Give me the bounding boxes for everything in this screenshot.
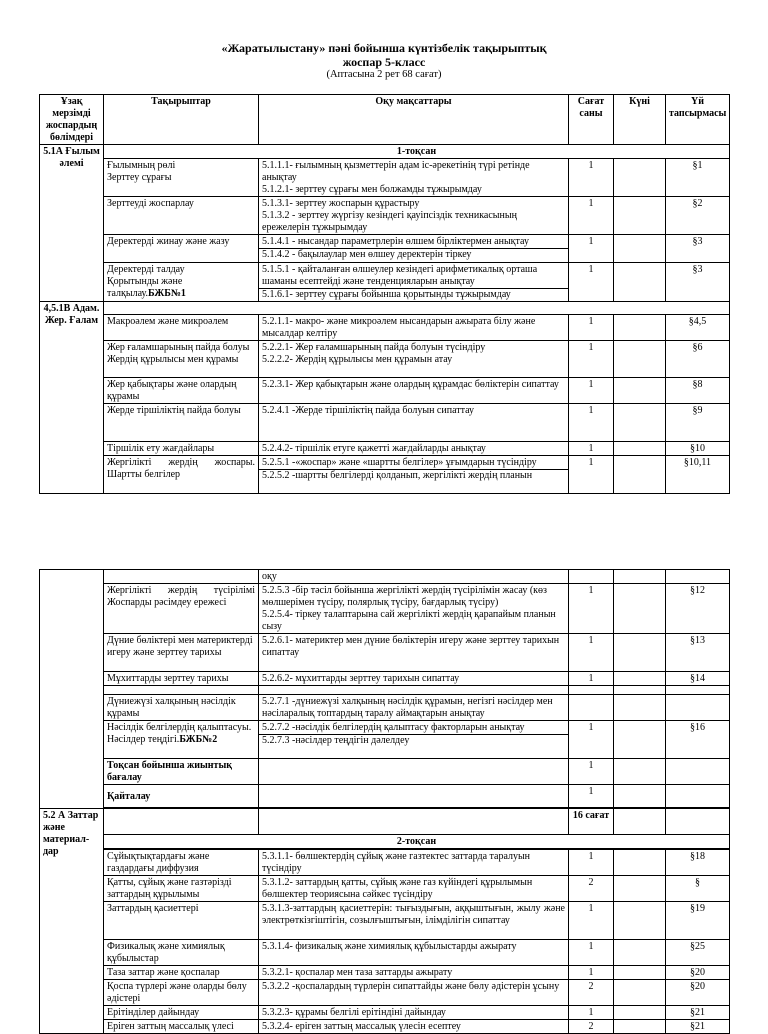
date-cell[interactable] <box>614 263 666 302</box>
header-row <box>40 95 730 145</box>
objective-text: 5.2.5.4- тіркеу талаптарына сай жергілікті жердің қарапайым планын сызу <box>262 609 556 632</box>
homework-cell: §2 <box>666 197 730 235</box>
objective-cell: 5.2.4.2- тіршілік етуге қажетті жағдайларды анықтау <box>259 442 569 456</box>
topic-cell: Макроәлем және микроәлем <box>104 315 259 341</box>
quarter-2-heading: 2-тоқсан <box>104 835 730 850</box>
doc-title-line1: «Жаратылыстану» пәні бойынша күнтізбелік тақырыптық <box>221 41 547 55</box>
date-cell[interactable] <box>614 1006 666 1020</box>
date-cell[interactable] <box>614 634 666 672</box>
homework-cell: §25 <box>666 940 730 966</box>
objective-cell: 5.2.4.1 -Жерде тіршіліктің пайда болуын сипаттау <box>259 404 569 442</box>
table-row <box>40 263 730 302</box>
topic-cell: Сұйықтықтардағы және газдардағы диффузия <box>104 849 259 876</box>
date-cell[interactable] <box>614 785 666 808</box>
objective-text: 5.1.2.1- зерттеу сұрағы мен болжамды тұжырымдау <box>262 184 482 195</box>
hours-cell <box>569 570 614 584</box>
objective-cell: 5.3.1.4- физикалық және химиялық құбылыстарды ажырату <box>259 940 569 966</box>
table-row <box>40 570 730 584</box>
hours-cell: 1 <box>569 315 614 341</box>
homework-cell: §19 <box>666 902 730 940</box>
objective-text: 5.2.7.3 -нәсілдер теңдігін дәлелдеу <box>259 734 568 747</box>
objective-text: 5.2.5.3 -бір тәсіл бойынша жергілікті жердің түсірілімін жасау (көз мөлшерімен түсіру, полярлық түсіру, бағдарлық түсіру) <box>262 585 547 608</box>
objective-cell <box>259 159 569 197</box>
topic-text: Деректерді талдау Қорытынды және талқылау. <box>107 264 185 299</box>
table-row <box>40 721 730 759</box>
date-cell[interactable] <box>614 235 666 263</box>
homework-cell: § <box>666 876 730 902</box>
table-row <box>40 940 730 966</box>
homework-cell <box>666 695 730 721</box>
table-row <box>40 404 730 442</box>
homework-cell: §10,11 <box>666 456 730 494</box>
header-objectives: Оқу мақсаттары <box>259 95 569 145</box>
table-row <box>40 442 730 456</box>
table-row <box>40 902 730 940</box>
topic-cell: Дүниежүзі халқының нәсілдік құрамы <box>104 695 259 721</box>
hours-cell: 1 <box>569 404 614 442</box>
topic-cell <box>104 263 259 302</box>
hours-cell: 1 <box>569 966 614 980</box>
table-row <box>40 235 730 263</box>
table-row <box>40 634 730 672</box>
homework-cell: §3 <box>666 263 730 302</box>
topic-cell: Таза заттар және қоспалар <box>104 966 259 980</box>
topic-cell: Қоспа түрлері және оларды бөлу әдістері <box>104 980 259 1006</box>
homework-cell: §4,5 <box>666 315 730 341</box>
homework-cell: §18 <box>666 849 730 876</box>
homework-cell: §20 <box>666 966 730 980</box>
hours-cell: 1 <box>569 442 614 456</box>
homework-cell: §20 <box>666 980 730 1006</box>
objective-cell: 5.3.2.2 -қоспалардың түрлерін сипаттайды және бөлу әдістерін ұсыну <box>259 980 569 1006</box>
objective-cell <box>259 584 569 634</box>
plan-table-page1 <box>39 94 730 494</box>
topic-cell: Еріген заттың массалық үлесі <box>104 1020 259 1034</box>
date-cell[interactable] <box>614 378 666 404</box>
objective-text: 5.2.5.2 -шартты белгілерді қолданып, жергілікті жердің планын <box>259 469 568 482</box>
homework-cell: §21 <box>666 1020 730 1034</box>
date-cell[interactable] <box>614 902 666 940</box>
date-cell[interactable] <box>614 456 666 494</box>
topic-text: Нәсілдік белгілердің қалыптасуы. Нәсілдер теңдігі. <box>107 722 252 745</box>
hours-cell: 2 <box>569 876 614 902</box>
topic-cell: Жергілікті жердің түсірілімі Жоспарды рәсімдеу ережесі <box>104 584 259 634</box>
header-homework: Үй тапсырмасы <box>666 95 730 145</box>
homework-cell: §14 <box>666 672 730 686</box>
objective-text: 5.2.2.1- Жер ғаламшарының пайда болуын түсіндіру <box>262 342 486 353</box>
topic-cell: Зерттеуді жоспарлау <box>104 197 259 235</box>
topic-cell: Физикалық және химиялық құбылыстар <box>104 940 259 966</box>
topic-cell: Деректерді жинау және жазу <box>104 235 259 263</box>
objective-cell: 5.2.7.1 -дүниежүзі халқының нәсілдік құрамын, негізгі нәсілдер мен нәсіларалық топтардың таралу аймақтарын анықтау <box>259 695 569 721</box>
objective-cell <box>259 197 569 235</box>
hours-cell: 1 <box>569 584 614 634</box>
homework-cell: §13 <box>666 634 730 672</box>
hours-cell: 2 <box>569 980 614 1006</box>
hours-cell: 1 <box>569 378 614 404</box>
date-cell[interactable] <box>614 584 666 634</box>
hours-cell: 2 <box>569 1020 614 1034</box>
quarter-1-heading: 1-тоқсан <box>104 145 730 159</box>
objective-text: 5.1.4.2 - бақылаулар мен өлшеу деректерін тіркеу <box>259 248 568 261</box>
topic-cell: Заттардың қасиеттері <box>104 902 259 940</box>
date-cell[interactable] <box>614 159 666 197</box>
objective-cell: 5.3.2.4- еріген заттың массалық үлесін есептеу <box>259 1020 569 1034</box>
topic-cell: Жер ғаламшарының пайда болуы Жердің құрылысы мен құрамы <box>104 341 259 378</box>
table-row <box>40 876 730 902</box>
hours-cell: 1 <box>569 263 614 302</box>
date-cell[interactable] <box>614 940 666 966</box>
objective-cell: оқу <box>259 570 569 584</box>
objective-cell <box>259 263 569 302</box>
table-row <box>40 849 730 876</box>
objective-cell: 5.2.6.1- материктер мен дүние бөліктерін игеру және зерттеу тарихын сипаттау <box>259 634 569 672</box>
hours-cell: 1 <box>569 341 614 378</box>
homework-cell: §3 <box>666 235 730 263</box>
table-row <box>40 378 730 404</box>
assessment-label: БЖБ№1 <box>148 288 186 299</box>
homework-cell: §8 <box>666 378 730 404</box>
homework-cell <box>666 570 730 584</box>
table-row <box>40 785 730 808</box>
objective-cell <box>259 785 569 808</box>
plan-table-page2 <box>39 569 730 1034</box>
homework-cell <box>666 809 730 835</box>
hours-cell: 1 <box>569 456 614 494</box>
doc-title-line2: жоспар 5-класс <box>342 55 426 69</box>
objective-text: 5.1.1.1- ғылымның қызметтерін адам іс-әрекетінің түрі ретінде анықтау <box>262 160 530 183</box>
topic-cell: Ғылымның рөлі Зерттеу сұрағы <box>104 159 259 197</box>
homework-cell: §1 <box>666 159 730 197</box>
homework-cell <box>666 785 730 808</box>
objective-cell: 5.3.1.3-заттардың қасиеттерін: тығыздығын, аққыштығын, жылу және электрөткізгіштігін, созылғыштығын, ілімділігін сипаттау <box>259 902 569 940</box>
objective-cell <box>259 456 569 494</box>
objective-text: 5.2.5.1 -«жоспар» және «шартты белгілер» ұғымдарын түсіндіру <box>262 457 537 468</box>
date-cell[interactable] <box>614 721 666 759</box>
hours-cell <box>569 695 614 721</box>
doc-subtitle: (Аптасына 2 рет 68 сағат) <box>326 69 442 80</box>
hours-cell: 1 <box>569 159 614 197</box>
hours-cell: 1 <box>569 197 614 235</box>
hours-cell: 1 <box>569 1006 614 1020</box>
objective-text: 5.1.6.1- зерттеу сұрағы бойынша қорытынды тұжырымдау <box>259 288 568 301</box>
homework-cell: §16 <box>666 721 730 759</box>
table-row <box>40 197 730 235</box>
objective-text: 5.1.3.2 - зерттеу жүргізу кезіндегі қауіпсіздік техникасының ережелерін тұжырымдау <box>262 210 517 233</box>
objective-cell: 5.2.6.2- мұхиттарды зерттеу тарихын сипаттау <box>259 672 569 686</box>
hours-cell: 1 <box>569 759 614 785</box>
date-cell[interactable] <box>614 1020 666 1034</box>
assessment-label: БЖБ№2 <box>179 734 218 745</box>
homework-cell: §12 <box>666 584 730 634</box>
date-cell[interactable] <box>614 404 666 442</box>
hours-cell: 1 <box>569 849 614 876</box>
table-row <box>40 695 730 721</box>
date-cell[interactable] <box>614 849 666 876</box>
objective-cell <box>259 809 569 835</box>
homework-cell <box>666 759 730 785</box>
review-label: Қайталау <box>104 785 259 808</box>
hours-cell: 1 <box>569 672 614 686</box>
objective-cell: 5.2.3.1- Жер қабықтарын және олардың құрамдас бөліктерін сипаттау <box>259 378 569 404</box>
date-cell[interactable] <box>614 341 666 378</box>
table-row <box>40 672 730 686</box>
topic-cell: Мұхиттарды зерттеу тарихы <box>104 672 259 686</box>
table-row <box>40 584 730 634</box>
table-row <box>40 315 730 341</box>
unit-cell-c: 5.2 А Заттар және материал-дар <box>40 809 104 1034</box>
unit-cell-b: 4,5.1В Адам. Жер. Ғалам <box>40 302 104 494</box>
hours-cell: 1 <box>569 634 614 672</box>
summary-hours-cell: 16 сағат <box>569 809 614 835</box>
objective-text: 5.1.4.1 - нысандар параметрлерін өлшем бірліктермен анықтау <box>262 236 529 247</box>
date-cell[interactable] <box>614 966 666 980</box>
hours-cell: 1 <box>569 902 614 940</box>
objective-cell <box>259 341 569 378</box>
hours-cell: 1 <box>569 940 614 966</box>
homework-cell: §10 <box>666 442 730 456</box>
homework-cell: §9 <box>666 404 730 442</box>
table-row <box>40 1020 730 1034</box>
header-hours: Сағат саны <box>569 95 614 145</box>
header-unit: Ұзақ мерзімді жоспардың бөлімдері <box>40 95 104 145</box>
date-cell[interactable] <box>614 980 666 1006</box>
topic-cell: Тіршілік ету жағдайлары <box>104 442 259 456</box>
topic-cell <box>104 721 259 759</box>
topic-cell: Жерде тіршіліктің пайда болуы <box>104 404 259 442</box>
objective-cell <box>259 721 569 759</box>
date-cell[interactable] <box>614 570 666 584</box>
topic-cell <box>104 570 259 584</box>
objective-text: 5.2.2.2- Жердің құрылысы мен құрамын атау <box>262 354 453 365</box>
unit-cell-continued <box>40 570 104 809</box>
objective-cell <box>259 235 569 263</box>
date-cell[interactable] <box>614 442 666 456</box>
topic-cell: Жер қабықтары және олардың құрамы <box>104 378 259 404</box>
topic-cell: Ерітінділер дайындау <box>104 1006 259 1020</box>
table-row <box>40 1006 730 1020</box>
objective-cell: 5.3.2.1- қоспалар мен таза заттарды ажырату <box>259 966 569 980</box>
date-cell[interactable] <box>614 695 666 721</box>
table-row <box>40 759 730 785</box>
hours-cell: 1 <box>569 785 614 808</box>
topic-cell: Дүние бөліктері мен материктерді игеру және зерттеу тарихы <box>104 634 259 672</box>
homework-cell: §21 <box>666 1006 730 1020</box>
date-cell[interactable] <box>614 759 666 785</box>
hours-cell: 1 <box>569 721 614 759</box>
objective-cell: 5.2.1.1- макро- және микроәлем нысандарын ажырата білу және мысалдар келтіру <box>259 315 569 341</box>
objective-text: 5.2.7.2 -нәсілдік белгілердің қалыптасу факторларын анықтау <box>262 722 525 733</box>
header-topics: Тақырыптар <box>104 95 259 145</box>
objective-cell: 5.3.1.2- заттардың қатты, сұйық және газ күйіндегі құрылымын бөлшектер теориясына сәйкес түсіндіру <box>259 876 569 902</box>
hours-cell: 1 <box>569 235 614 263</box>
homework-cell: §6 <box>666 341 730 378</box>
table-row <box>40 456 730 494</box>
date-cell[interactable] <box>614 672 666 686</box>
topic-cell <box>104 809 259 835</box>
objective-cell: 5.3.1.1- бөлшектердің сұйық және газтектес заттарда таралуын түсіндіру <box>259 849 569 876</box>
objective-cell: 5.3.2.3- құрамы белгілі ерітіндіні дайындау <box>259 1006 569 1020</box>
table-row <box>40 980 730 1006</box>
table-row <box>40 966 730 980</box>
date-cell[interactable] <box>614 197 666 235</box>
topic-cell: Жергілікті жердің жоспары. Шартты белгілер <box>104 456 259 494</box>
date-cell[interactable] <box>614 876 666 902</box>
summative-assessment-label: Тоқсан бойынша жиынтық бағалау <box>104 759 259 785</box>
header-date: Күні <box>614 95 666 145</box>
date-cell[interactable] <box>614 809 666 835</box>
objective-text: 5.1.5.1 - қайталанған өлшеулер кезіндегі арифметикалық орташа шаманы есептейді және тенденцияларын анықтау <box>262 264 538 287</box>
table-row <box>40 341 730 378</box>
objective-text: 5.1.3.1- зерттеу жоспарын құрастыру <box>262 198 420 209</box>
date-cell[interactable] <box>614 315 666 341</box>
objective-cell <box>259 759 569 785</box>
unit-cell-a: 5.1А Ғылым әлемі <box>40 145 104 302</box>
table-row <box>40 159 730 197</box>
topic-cell: Қатты, сұйық және газтәрізді заттардың құрылымы <box>104 876 259 902</box>
